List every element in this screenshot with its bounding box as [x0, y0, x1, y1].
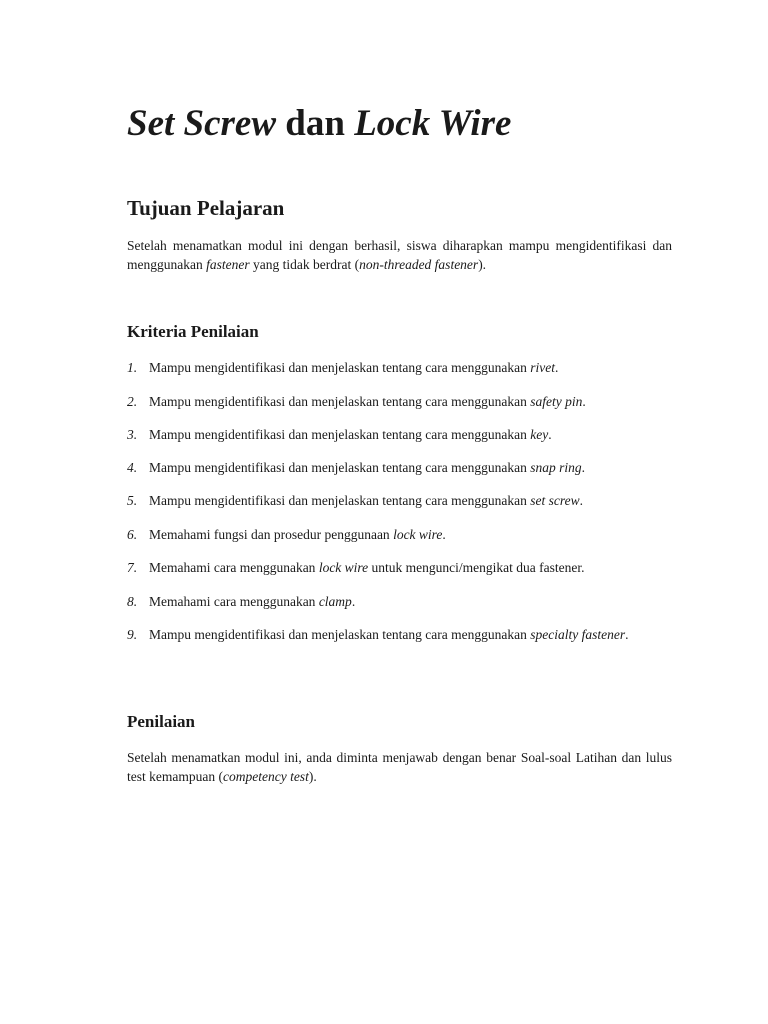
- list-item-body: Mampu mengidentifikasi dan menjelaskan tentang cara menggunakan: [149, 360, 531, 375]
- kriteria-item-5: [127, 491, 672, 510]
- list-item-text: [149, 458, 672, 477]
- list-item-body: Memahami cara menggunakan: [149, 560, 319, 575]
- list-item-body: Memahami fungsi dan prosedur penggunaan: [149, 527, 394, 542]
- tujuan-text-3: ).: [478, 257, 487, 272]
- list-item-end: .: [555, 360, 559, 375]
- penilaian-paragraph: [127, 748, 672, 786]
- list-number: 7.: [127, 560, 138, 575]
- list-item-end: .: [548, 427, 552, 442]
- list-number: 3.: [127, 427, 138, 442]
- list-item-body: Mampu mengidentifikasi dan menjelaskan tentang cara menggunakan: [149, 627, 531, 642]
- kriteria-item-8: [127, 592, 672, 611]
- penilaian-text-2: ).: [308, 769, 317, 784]
- list-item-text: [149, 558, 672, 577]
- tujuan-term-fastener: fastener: [206, 257, 250, 272]
- list-item-body: Mampu mengidentifikasi dan menjelaskan tentang cara menggunakan: [149, 427, 531, 442]
- title-connector: dan: [276, 103, 355, 144]
- list-number: 1.: [127, 360, 138, 375]
- list-number: 8.: [127, 594, 138, 609]
- list-item-term: safety pin: [530, 394, 583, 409]
- list-item-text: [149, 625, 672, 644]
- tujuan-text-1: Setelah menamatkan modul ini dengan berhasil, siswa diharapkan mampu mengidentifikasi dan menggunakan: [127, 238, 672, 272]
- list-item-end: .: [442, 527, 446, 542]
- list-item-end: .: [579, 493, 583, 508]
- list-item-body: Memahami cara menggunakan: [149, 594, 319, 609]
- list-item-text: [149, 392, 672, 411]
- list-item-body: Mampu mengidentifikasi dan menjelaskan tentang cara menggunakan: [149, 460, 531, 475]
- list-number: 5.: [127, 493, 138, 508]
- list-item-end: .: [351, 594, 356, 609]
- list-item-text: [149, 592, 672, 611]
- list-item-text: [149, 358, 672, 377]
- list-item-term: key: [530, 427, 549, 442]
- tujuan-text-2: yang tidak berdrat (: [249, 257, 360, 272]
- list-item-term: rivet: [530, 360, 555, 375]
- list-number: 6.: [127, 527, 138, 542]
- list-number: 9.: [127, 627, 138, 642]
- list-item-end: untuk mengunci/mengikat dua fastener.: [368, 560, 585, 575]
- document-title: [127, 100, 511, 148]
- penilaian-term-competency-test: competency test: [222, 769, 309, 784]
- kriteria-item-4: [127, 458, 672, 477]
- tujuan-paragraph: [127, 236, 672, 274]
- kriteria-item-2: [127, 392, 672, 411]
- title-term-set-screw: Set Screw: [127, 103, 277, 144]
- list-item-term: set screw: [530, 493, 580, 508]
- list-item-end: .: [581, 460, 586, 475]
- list-item-term: lock wire: [393, 527, 443, 542]
- list-item-text: [149, 491, 672, 510]
- kriteria-item-6: [127, 525, 672, 544]
- kriteria-item-9: [127, 625, 672, 644]
- list-item-term: snap ring: [530, 460, 582, 475]
- list-item-text: [149, 525, 672, 544]
- kriteria-item-1: [127, 358, 672, 377]
- list-item-end: .: [625, 627, 629, 642]
- list-item-term: clamp: [318, 594, 352, 609]
- heading-tujuan-pelajaran: Tujuan Pelajaran: [127, 196, 285, 220]
- heading-penilaian: Penilaian: [127, 712, 196, 731]
- tujuan-term-non-threaded: non-threaded fastener: [359, 257, 479, 272]
- list-item-body: Mampu mengidentifikasi dan menjelaskan tentang cara menggunakan: [149, 493, 531, 508]
- list-item-body: Mampu mengidentifikasi dan menjelaskan tentang cara menggunakan: [149, 394, 531, 409]
- list-item-end: .: [582, 394, 586, 409]
- list-number: 2.: [127, 394, 138, 409]
- kriteria-item-7: [127, 558, 672, 577]
- list-item-term: lock wire: [318, 560, 369, 575]
- penilaian-text-1: Setelah menamatkan modul ini, anda diminta menjawab dengan benar Soal-soal Latihan dan lulus test kemampuan (: [127, 750, 672, 784]
- heading-kriteria-penilaian: Kriteria Penilaian: [127, 322, 259, 341]
- list-number: 4.: [127, 460, 138, 475]
- kriteria-item-3: [127, 425, 672, 444]
- list-item-text: [149, 425, 672, 444]
- title-term-lock-wire: Lock Wire: [354, 103, 512, 144]
- list-item-term: specialty fastener: [530, 627, 626, 642]
